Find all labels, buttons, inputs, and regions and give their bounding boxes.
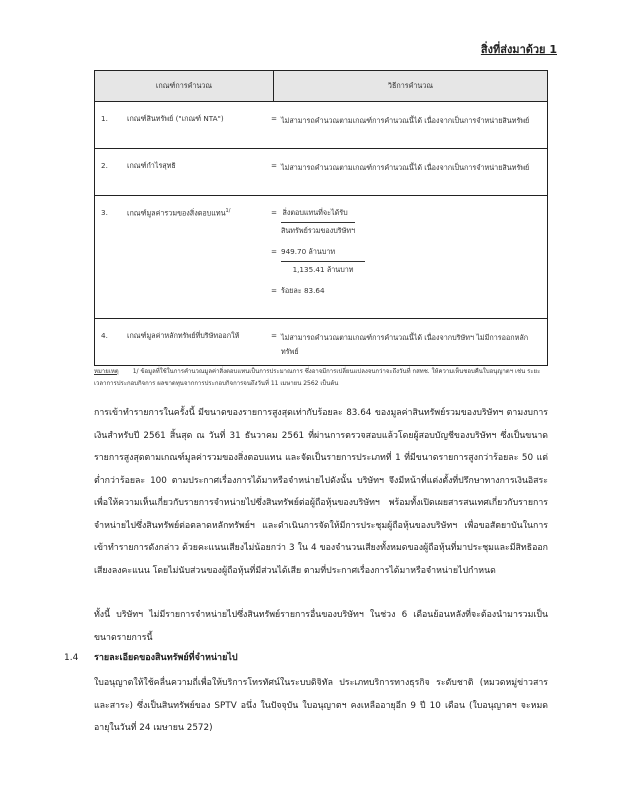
equals-sign: = (270, 247, 278, 256)
section-body: ใบอนุญาตให้ใช้คลื่นความถี่เพื่อให้บริการโทรทัศน์ในระบบดิจิทัล ประเภทบริการทางธุรกิจ ระดับชาติ (หมวดหมู่ข่าวสารและสาระ) ซึ่งเป็นสินทรัพย์ของ SPTV อนึ่ง ในปัจจุบัน ใบอนุญาตฯ คงเหลืออายุอีก 9 ปี 10 เดือน (ใบอนุญาตฯ จะหมดอายุในวันที่ 24 เมษายน 2572) (94, 678, 548, 733)
table-row (95, 319, 548, 366)
formula-fraction (281, 208, 355, 237)
criterion-label: เกณฑ์สินทรัพย์ ("เกณฑ์ NTA") (127, 114, 224, 123)
table-row (95, 102, 548, 149)
calculation-criteria-table (94, 70, 548, 366)
method-text: ไม่สามารถคำนวณตามเกณฑ์การคำนวณนี้ได้ เนื่องจากเป็นการจำหน่ายสินทรัพย์ (281, 116, 530, 125)
footnote-mark: 1/ (225, 208, 231, 214)
denominator-value: 1,135.41 ล้านบาท (292, 265, 354, 274)
equals-sign: = (270, 286, 278, 295)
section-number: 1.4 (64, 653, 79, 663)
equals-sign: = (270, 331, 278, 340)
numerator-value: 949.70 ล้านบาท (281, 247, 365, 262)
result-value: ร้อยละ 83.64 (281, 286, 325, 295)
method-text: ไม่สามารถคำนวณตามเกณฑ์การคำนวณนี้ได้ เนื่องจากเป็นการจำหน่ายสินทรัพย์ (281, 163, 530, 172)
equals-sign: = (270, 208, 278, 217)
row-number: 1. (101, 114, 108, 123)
row-number: 2. (101, 161, 108, 170)
paragraph-transaction-size: การเข้าทำรายการในครั้งนี้ มีขนาดของรายการสูงสุดเท่ากับร้อยละ 83.64 ของมูลค่าสินทรัพย์รวมของบริษัทฯ ตามงบการเงินสำหรับปี 2561 สิ้นสุด ณ วันที่ 31 ธันวาคม 2561 ที่ผ่านการตรวจสอบแล้วโดยผู้สอบบัญชีของบริษัทฯ ซึ่งเป็นขนาดรายการสูงสุดตามเกณฑ์มูลค่ารวมของสิ่งตอบแทน และจัดเป็นรายการประเภทที่ 1 ที่มีขนาดรายการสูงกว่าร้อยละ 50 แต่ต่ำกว่าร้อยละ 100 ตามประกาศเรื่องการได้มาหรือจำหน่ายไปดังนั้น บริษัทฯ จึงมีหน้าที่แต่งตั้งที่ปรึกษาทางการเงินอิสระเพื่อให้ความเห็นเกี่ยวกับรายการจำหน่ายไปซึ่งสินทรัพย์ต่อผู้ถือหุ้นของบริษัทฯ พร้อมทั้งเปิดเผยสารสนเทศเกี่ยวกับรายการจำหน่ายไปซึ่งสินทรัพย์ต่อตลาดหลักทรัพย์ฯ และดำเนินการจัดให้มีการประชุมผู้ถือหุ้นของบริษัทฯ เพื่อขอสัตยาบันในการเข้าทำรายการดังกล่าว ด้วยคะแนนเสียงไม่น้อยกว่า 3 ใน 4 ของจำนวนเสียงทั้งหมดของผู้ถือหุ้นที่มาประชุมและมีสิทธิออกเสียงลงคะแนน โดยไม่นับส่วนของผู้ถือหุ้นที่มีส่วนได้เสีย ตามที่ประกาศเรื่องการได้มาหรือจำหน่ายไปกำหนด (94, 408, 548, 576)
criterion-text: เกณฑ์มูลค่ารวมของสิ่งตอบแทน (127, 208, 226, 218)
numerator: สิ่งตอบแทนที่จะได้รับ (281, 208, 355, 223)
row-number: 3. (101, 208, 108, 217)
equals-sign: = (270, 161, 278, 170)
method-text: ไม่สามารถคำนวณตามเกณฑ์การคำนวณนี้ได้ เนื่องจากบริษัทฯ ไม่มีการออกหลักทรัพย์ (281, 333, 529, 356)
denominator: สินทรัพย์รวมของบริษัทฯ (281, 226, 356, 235)
row-number: 4. (101, 331, 108, 340)
note-label: หมายเหตุ (94, 368, 119, 375)
section-title: รายละเอียดของสินทรัพย์ที่จำหน่ายไป (94, 653, 238, 663)
equals-sign: = (270, 114, 278, 123)
attachment-label: สิ่งที่ส่งมาด้วย 1 (480, 43, 557, 56)
header-method: วิธีการคำนวณ (274, 71, 548, 102)
criterion-label (127, 208, 267, 307)
table-header-row (95, 71, 548, 102)
value-fraction (281, 247, 365, 276)
criterion-label: เกณฑ์มูลค่าหลักทรัพย์ที่บริษัทออกให้ (127, 331, 240, 340)
table-row (95, 149, 548, 196)
criterion-label: เกณฑ์กำไรสุทธิ (127, 161, 176, 170)
table-row (95, 196, 548, 319)
paragraph-no-other-transactions: ทั้งนี้ บริษัทฯ ไม่มีรายการจำหน่ายไปซึ่งสินทรัพย์รายการอื่นของบริษัทฯ ในช่วง 6 เดือนย้อนหลังที่จะต้องนำมารวมเป็นขนาดรายการนี้ (94, 610, 548, 643)
table-note (94, 366, 548, 390)
note-text: 1/ ข้อมูลที่ใช้ในการคำนวณมูลค่าสิ่งตอบแทนเป็นการประมาณการ ซึ่งอาจมีการเปลี่ยนแปลงจนกว่าจะถึงวันที่ กสทช. ให้ความเห็นชอบคืนใบอนุญาตฯ เช่น ระยะเวลาการประกอบกิจการ ผลขาดทุนจากการประกอบกิจการจนถึงวันที่ 11 เมษายน 2562 เป็นต้น (94, 368, 541, 387)
header-criterion: เกณฑ์การคำนวณ (95, 71, 274, 102)
section-heading (64, 650, 238, 664)
